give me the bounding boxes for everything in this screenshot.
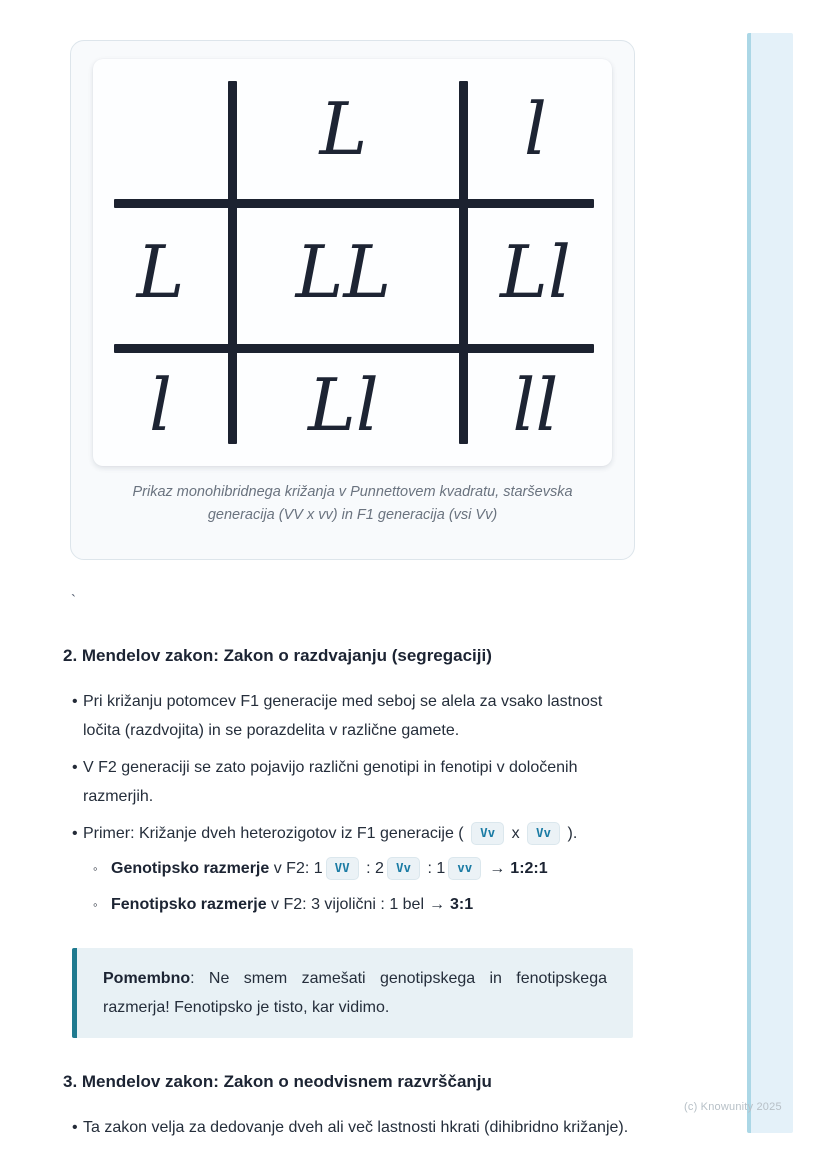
arrow-glyph: → (429, 895, 446, 913)
page-edge-ribbon (747, 33, 793, 1133)
list-item-text (83, 820, 637, 926)
punnett-cell: ll (512, 362, 559, 447)
genotype-ratio-text: v F2: 1 (269, 859, 323, 877)
phenotype-ratio-label: Fenotipsko razmerje (111, 895, 267, 913)
example-text: Primer: Križanje dveh heterozigotov iz F1 generacije ( (83, 825, 469, 842)
punnett-row-header: l (148, 362, 172, 447)
genotype-badge: VV (326, 857, 359, 880)
genotype-badge: Vv (527, 822, 560, 845)
stray-character: ` (71, 592, 76, 609)
example-sublist (91, 854, 637, 919)
figure-card (70, 40, 635, 560)
punnett-cell: Ll (307, 362, 379, 447)
bullet-marker: • (72, 693, 78, 710)
genotype-badge: Vv (387, 857, 420, 880)
genotype-ratio-text: : 2 (361, 859, 384, 877)
genotype-ratio-label: Genotipsko razmerje (111, 859, 270, 877)
sublist-item-text (111, 854, 637, 883)
phenotype-ratio-result: 3:1 (450, 895, 474, 913)
bullet-marker: • (72, 1118, 78, 1136)
punnett-grid (93, 59, 612, 466)
list-item (63, 754, 637, 811)
example-text: x (507, 825, 525, 842)
punnett-col-header: l (523, 87, 547, 172)
list-item-text: V F2 generaciji se zato pojavijo različni genotipi in fenotipi v določenih razmerjih. (83, 759, 578, 805)
sublist-item-text (111, 890, 637, 919)
list-item (63, 688, 637, 745)
sub-bullet-marker: ◦ (93, 896, 98, 912)
section2-heading: 2. Mendelov zakon: Zakon o razdvajanju (segregaciji) (63, 646, 492, 665)
section3-list (63, 1114, 637, 1143)
example-text: ). (563, 825, 578, 842)
callout-text: : Ne smem zamešati genotipskega in fenotipskega razmerja! Fenotipsko je tisto, kar vidimo. (103, 969, 612, 1016)
section2-list (63, 688, 637, 926)
genotype-badge: Vv (471, 822, 504, 845)
bullet-marker: • (72, 759, 78, 776)
content-column (63, 592, 637, 1151)
genotype-badge: vv (448, 857, 481, 880)
callout-label: Pomembno (103, 969, 191, 987)
important-callout (72, 948, 633, 1038)
arrow-glyph: → (489, 859, 506, 877)
sublist-item (91, 890, 637, 919)
punnett-cell: Ll (500, 229, 571, 314)
genotype-ratio-text: : 1 (423, 859, 446, 877)
sub-bullet-marker: ◦ (93, 860, 98, 876)
punnett-cell: LL (295, 229, 392, 314)
list-item-text: Ta zakon velja za dedovanje dveh ali več lastnosti hkrati (dihibridno križanje). (83, 1118, 629, 1136)
list-item (63, 1114, 637, 1143)
list-item-text: Pri križanju potomcev F1 generacije med seboj se alela za vsako lastnost ločita (razdvojita) in se porazdelita v različne gamete. (83, 693, 603, 739)
list-item (63, 820, 637, 926)
punnett-col-header: L (319, 87, 368, 172)
copyright-watermark: (c) Knowunity 2025 (684, 1101, 782, 1113)
genotype-ratio-result: 1:2:1 (510, 859, 548, 877)
sublist-item (91, 854, 637, 883)
punnett-row-header: L (136, 229, 185, 314)
punnett-square-image (93, 59, 612, 466)
bullet-marker: • (72, 825, 78, 842)
punnett-corner-cell (93, 59, 228, 199)
phenotype-ratio-text: v F2: 3 vijolični : 1 bel (266, 895, 425, 913)
section3-heading: 3. Mendelov zakon: Zakon o neodvisnem razvrščanju (63, 1071, 492, 1091)
figure-caption: Prikaz monohibridnega križanja v Punnettovem kvadratu, starševska generacija (VV x vv) in F1 generacija (vsi Vv) (132, 484, 573, 523)
